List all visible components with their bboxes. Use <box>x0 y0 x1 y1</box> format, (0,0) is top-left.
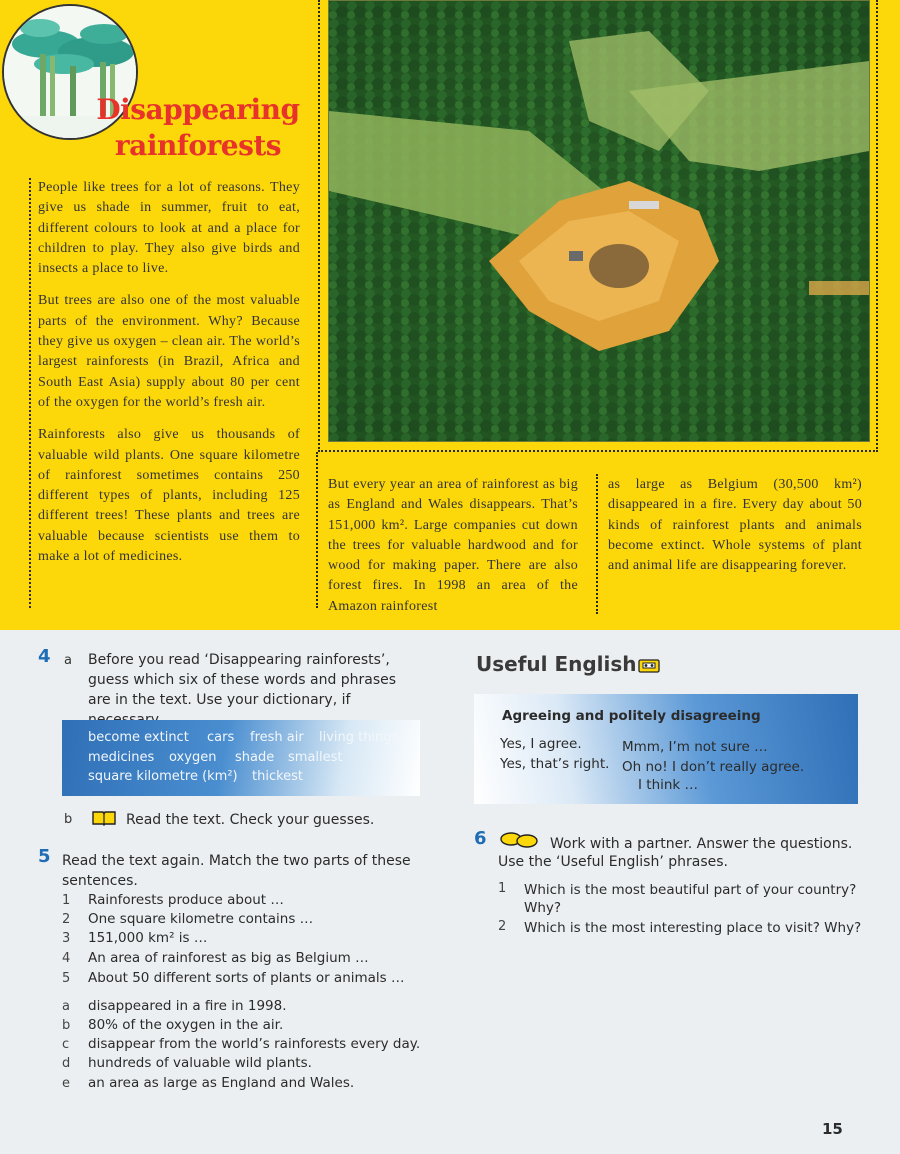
column-divider <box>596 474 598 614</box>
sentence-ending: 80% of the oxygen in the air. <box>88 1017 284 1033</box>
article-column-2 <box>328 475 578 629</box>
sentence-ending: hundreds of valuable wild plants. <box>88 1055 312 1071</box>
question-text: Which is the most beautiful part of your country? <box>524 882 857 898</box>
article-paragraph: But every year an area of rainforest as big as England and Wales disappears. That’s 151,000 km². Large companies cut down the trees for valuable hardwood and for wood for making paper. There are also forest fires. In 1998 an area of the Amazon rainforest <box>328 477 578 614</box>
ending-letter: d <box>62 1056 71 1071</box>
article-column-1 <box>38 178 300 579</box>
book-icon <box>92 810 116 826</box>
word-item: living things <box>319 730 399 745</box>
pair-work-icon <box>500 832 538 848</box>
useful-phrase: Oh no! I don’t really agree. <box>622 759 805 775</box>
article-paragraph: as large as Belgium (30,500 km²) disappeared in a fire. Every day about 50 kinds of rainforest plants and animals become extinct. Whole systems of plant and animal life are disappearing forever. <box>608 477 862 574</box>
useful-english-title: Useful English <box>476 652 637 676</box>
exercise-4a-letter: a <box>64 653 72 668</box>
sentence-ending: disappear from the world’s rainforests every day. <box>88 1036 421 1052</box>
title-line-1: Disappearing <box>96 93 300 126</box>
column-divider <box>316 452 318 608</box>
exercise-5-number: 5 <box>38 846 51 867</box>
article-column-3 <box>608 475 862 588</box>
word-item: oxygen <box>169 750 217 765</box>
sentence-number: 5 <box>62 971 71 986</box>
exercise-6-instruction: Use the ‘Useful English’ phrases. <box>498 854 728 870</box>
exercise-4a-instruction: Before you read ‘Disappearing rainforests’, guess which six of these words and phrases are in the text. Use your dictionary, if <box>88 652 397 708</box>
rainforest-aerial-photo <box>328 0 870 442</box>
useful-phrase: Yes, I agree. <box>500 736 582 752</box>
exercise-4b-instruction: Read the text. Check your guesses. <box>126 812 375 828</box>
sentence-start: 151,000 km² is … <box>88 930 208 946</box>
article-paragraph: People like trees for a lot of reasons. They give us shade in summer, fruit to eat, different colours to look at and a place for children to play. They also give birds and insects a place to live. <box>38 180 300 277</box>
exercise-4b-letter: b <box>64 812 73 827</box>
question-number: 2 <box>498 919 507 934</box>
word-item: fresh air <box>250 730 304 745</box>
ending-letter: c <box>62 1037 70 1052</box>
question-number: 1 <box>498 881 507 896</box>
exercise-6-instruction: Work with a partner. Answer the questions. <box>550 836 853 852</box>
useful-english-heading: Agreeing and politely disagreeing <box>502 708 761 724</box>
question-text: Which is the most interesting place to visit? Why? <box>524 920 862 936</box>
sentence-start: One square kilometre contains … <box>88 911 314 927</box>
useful-phrase: I think … <box>638 777 699 793</box>
article-title <box>88 92 308 164</box>
sentence-number: 2 <box>62 912 71 927</box>
word-item: become extinct <box>88 730 189 745</box>
article-paragraph: Rainforests also give us thousands of valuable wild plants. One square kilometre of rainforest sometimes contains 250 different types of plants, including 125 different trees! These plants and trees are valuable because scientists use them to make a lot of medicines. <box>38 427 300 565</box>
article-paragraph: But trees are also one of the most valuable parts of the environment. Why? Because they give us oxygen – clean air. The world’s largest rainforests (in Brazil, Africa and South East Asia) supply about 80 per cent of the oxygen for the world’s fresh air. <box>38 293 300 410</box>
sentence-ending: an area as large as England and Wales. <box>88 1075 355 1091</box>
ending-letter: e <box>62 1076 70 1091</box>
sentence-start: Rainforests produce about … <box>88 892 284 908</box>
useful-phrase: Yes, that’s right. <box>500 756 610 772</box>
sentence-start: An area of rainforest as big as Belgium … <box>88 950 369 966</box>
exercise-4-number: 4 <box>38 646 51 667</box>
sentence-number: 3 <box>62 931 71 946</box>
column-divider <box>29 178 31 608</box>
sentence-start: About 50 different sorts of plants or animals … <box>88 970 405 986</box>
exercise-6-number: 6 <box>474 828 487 849</box>
title-line-2: rainforests <box>114 129 282 162</box>
word-item: thickest <box>252 769 304 784</box>
useful-phrase: Mmm, I’m not sure … <box>622 739 768 755</box>
word-item: square kilometre (km²) <box>88 769 238 784</box>
sentence-number: 4 <box>62 951 71 966</box>
question-text: Why? <box>524 900 562 916</box>
sentence-ending: disappeared in a fire in 1998. <box>88 998 287 1014</box>
sentence-number: 1 <box>62 893 71 908</box>
ending-letter: b <box>62 1018 71 1033</box>
ending-letter: a <box>62 999 70 1014</box>
word-item: cars <box>207 730 235 745</box>
word-item: shade <box>235 750 275 765</box>
cassette-icon <box>638 659 660 673</box>
word-item: smallest <box>288 750 343 765</box>
word-item: medicines <box>88 750 155 765</box>
page-number: 15 <box>822 1120 843 1138</box>
exercise-5-instruction: Read the text again. Match the two parts of these sentences. <box>62 853 411 889</box>
